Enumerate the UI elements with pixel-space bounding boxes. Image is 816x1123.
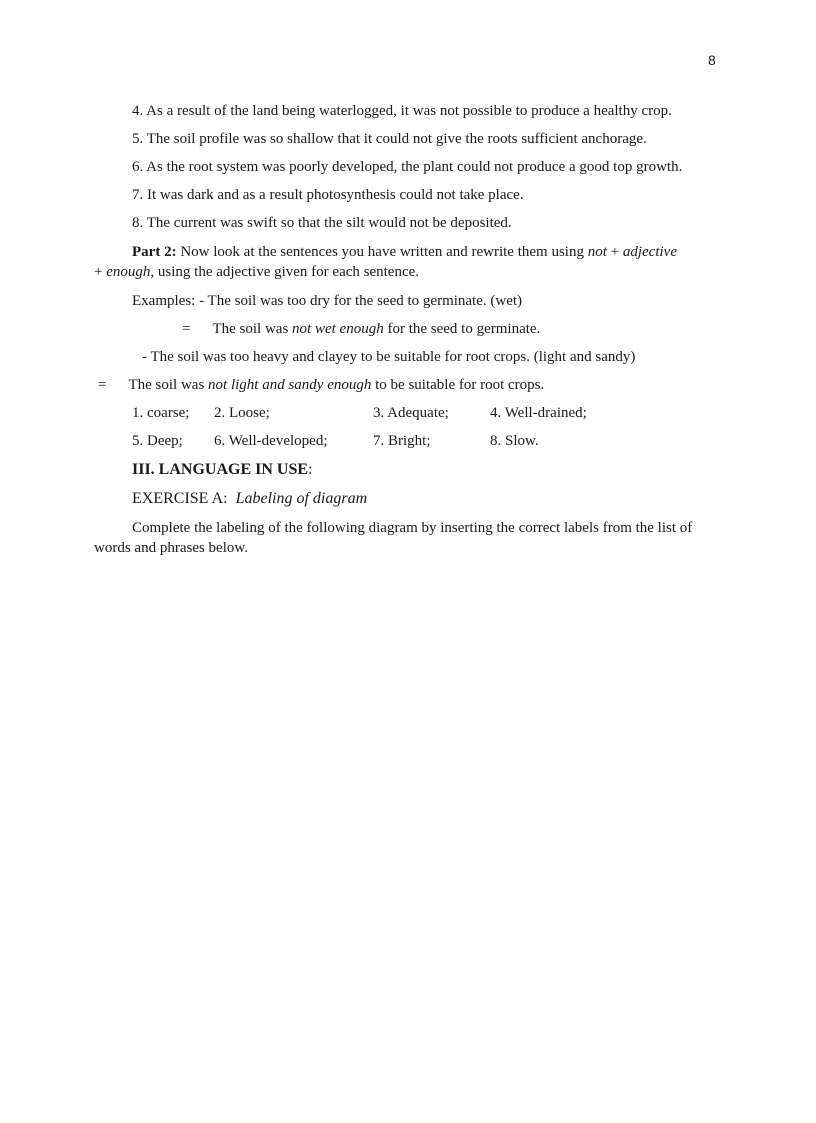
adjective-item: 3. Adequate;: [373, 405, 449, 421]
list-item: 7. It was dark and as a result photosynthesis could not take place.: [132, 187, 524, 203]
section-title: III. LANGUAGE IN USE: [132, 461, 309, 478]
part2-paragraph: [94, 242, 722, 282]
section-heading: III. LANGUAGE IN USE:: [132, 461, 313, 478]
example-line-1: Examples: - The soil was too dry for the seed to germinate. (wet): [132, 293, 523, 309]
examples-block: [94, 291, 722, 395]
adjective-item: 7. Bright;: [373, 433, 431, 449]
list-item: 5. The soil profile was so shallow that it could not give the roots sufficient anchorage.: [132, 131, 647, 147]
adjective-item: 8. Slow.: [490, 433, 539, 449]
example-equivalent-1: = The soil was not wet enough for the seed to germinate.: [182, 321, 541, 337]
adjective-item: 1. coarse;: [132, 405, 190, 421]
adjectives-row-1: [132, 403, 692, 423]
exercise-instruction: Complete the labeling of the following diagram by inserting the correct labels from the list of words and phrases below.: [94, 520, 693, 556]
list-item: 4. As a result of the land being waterlogged, it was not possible to produce a healthy crop.: [132, 103, 672, 119]
exercise-title: Labeling of diagram: [235, 490, 368, 507]
adjective-item: 5. Deep;: [132, 433, 183, 449]
adjectives-row-2: [132, 431, 692, 451]
part2-line-2: + enough, using the adjective given for each sentence.: [94, 264, 420, 280]
exercise-label: EXERCISE A:: [132, 490, 228, 507]
exercise-heading: [94, 489, 722, 509]
part2-line-1: Part 2: Now look at the sentences you have written and rewrite them using not + adjective: [132, 244, 677, 260]
adjective-item: 6. Well-developed;: [214, 433, 328, 449]
list-item: 6. As the root system was poorly developed, the plant could not produce a good top growth.: [132, 159, 683, 175]
example-equivalent-2: = The soil was not light and sandy enough to be suitable for root crops.: [98, 377, 545, 393]
part1-list: [94, 101, 722, 233]
adjective-item: 2. Loose;: [214, 405, 270, 421]
part2-label: Part 2: [132, 244, 172, 260]
list-item: 8. The current was swift so that the silt would not be deposited.: [132, 215, 512, 231]
example-line-2: - The soil was too heavy and clayey to be suitable for root crops. (light and sandy): [142, 349, 636, 365]
adjective-item: 4. Well-drained;: [490, 405, 587, 421]
page-number: 8: [708, 52, 716, 68]
